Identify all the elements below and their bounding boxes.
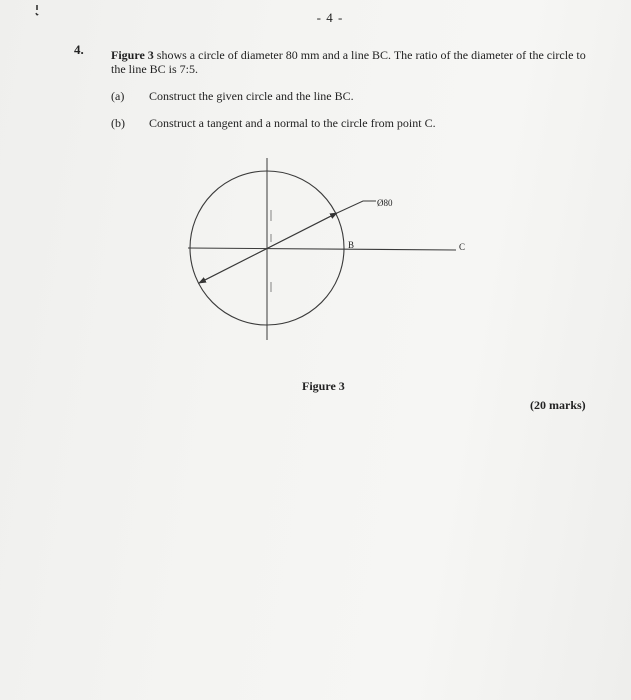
line-bc <box>188 248 456 250</box>
page-number: - 4 - <box>316 10 344 25</box>
figure-3-svg <box>180 150 480 350</box>
point-c-label: C <box>459 242 466 252</box>
question-intro-rest: shows a circle of diameter 80 mm and a line BC. The ratio of the diameter of the circle to the line BC is 7:5. <box>111 48 586 76</box>
point-b-label: B <box>348 240 355 250</box>
question-intro-bold: Figure 3 <box>111 48 154 62</box>
part-a-label: (a) <box>111 89 125 103</box>
marks-total: (20 marks) <box>530 398 586 412</box>
diameter-leader <box>337 201 376 213</box>
question-text <box>111 48 591 76</box>
figure-caption: Figure 3 <box>302 379 345 393</box>
pen-mark <box>34 4 40 18</box>
figure-3-drawing <box>180 150 480 350</box>
part-a-text: Construct the given circle and the line BC. <box>149 89 354 103</box>
diameter-label: Ø80 <box>377 198 393 208</box>
part-b-text: Construct a tangent and a normal to the circle from point C. <box>149 116 436 130</box>
part-b-label: (b) <box>111 116 125 130</box>
question-number: 4. <box>74 42 84 57</box>
